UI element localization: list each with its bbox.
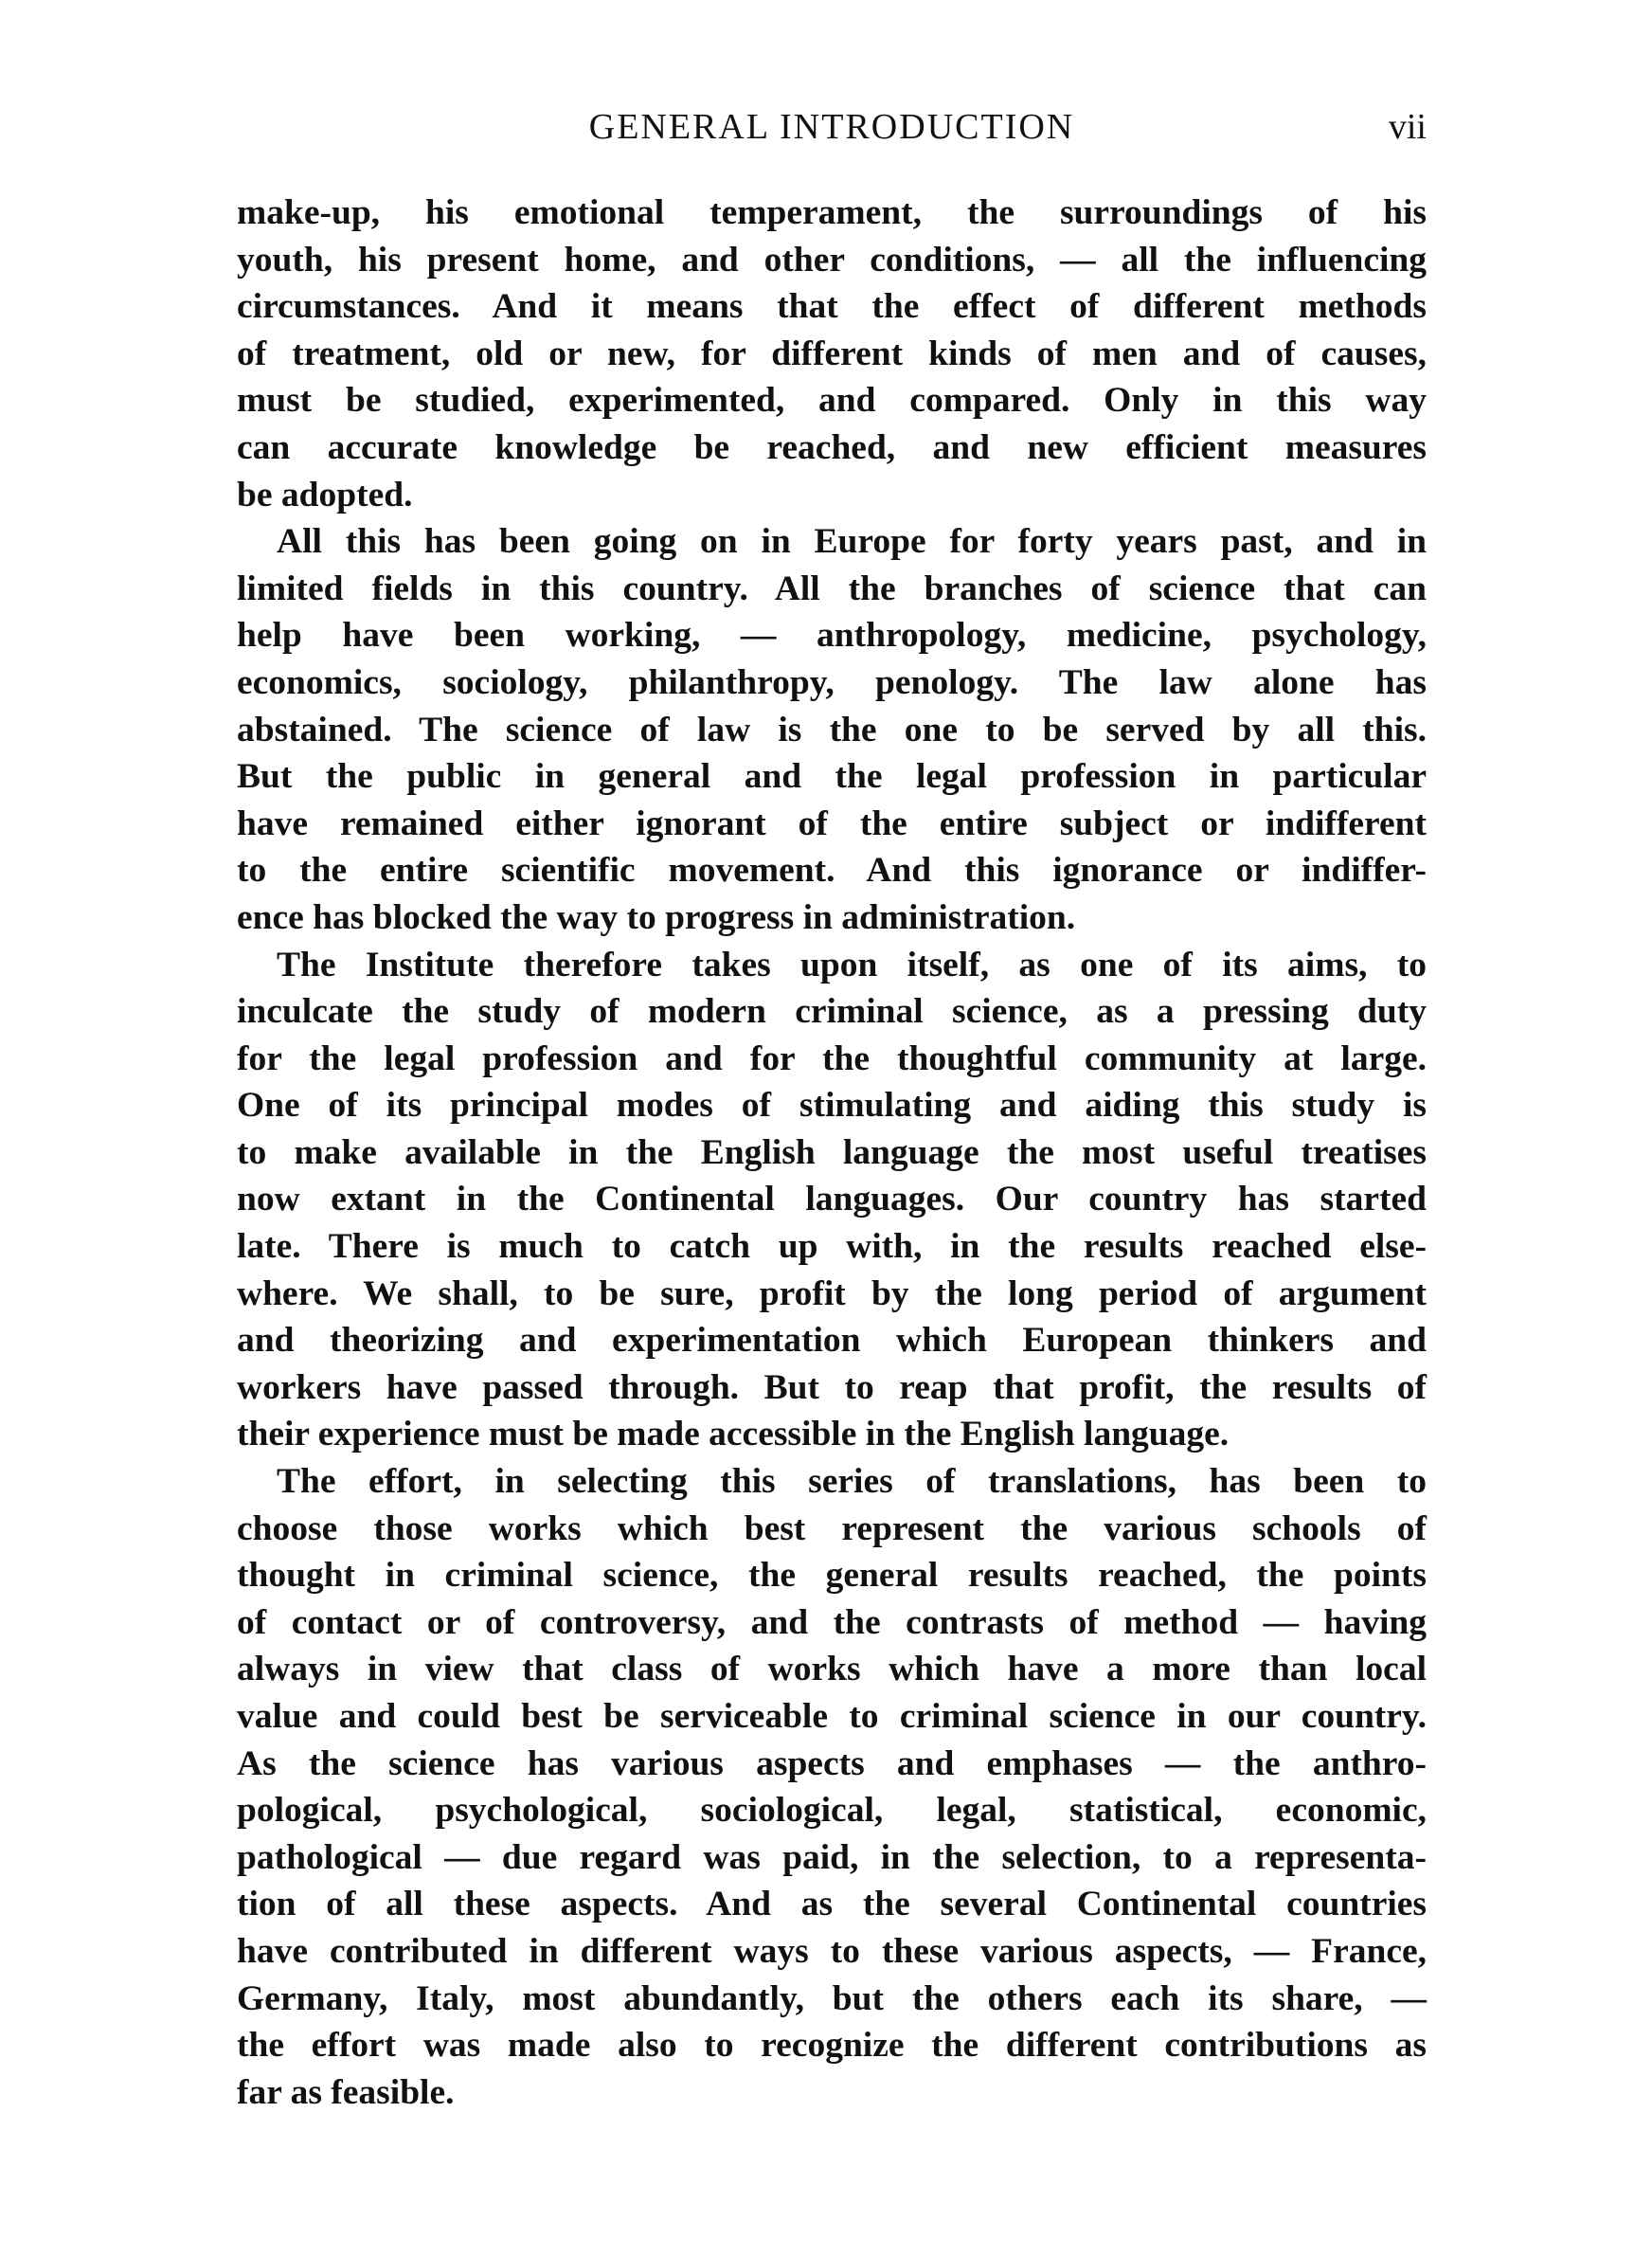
text-line: economics, sociology, philanthropy, penology. The law alone has bbox=[237, 662, 1427, 702]
paragraph bbox=[237, 518, 1427, 941]
paragraph bbox=[237, 190, 1427, 518]
text-line: The effort, in selecting this series of translations, has been to bbox=[277, 1462, 1427, 1502]
text-line: abstained. The science of law is the one to be served by all this. bbox=[237, 710, 1427, 749]
text-line: late. There is much to catch up with, in the results reached else- bbox=[237, 1227, 1427, 1267]
text-line: workers have passed through. But to reap that profit, the results of bbox=[237, 1367, 1427, 1407]
text-line: for the legal profession and for the thoughtful community at large. bbox=[237, 1038, 1427, 1078]
text-line: where. We shall, to be sure, profit by the long period of argument bbox=[237, 1273, 1427, 1313]
text-line: be adopted. bbox=[237, 475, 413, 515]
text-line: All this has been going on in Europe for forty years past, and in bbox=[277, 522, 1427, 562]
page-number: vii bbox=[1388, 107, 1427, 147]
text-line: can accurate knowledge be reached, and new efficient measures bbox=[237, 427, 1427, 467]
text-line: thought in criminal science, the general results reached, the points bbox=[237, 1556, 1427, 1596]
text-line: must be studied, experimented, and compared. Only in this way bbox=[237, 381, 1427, 421]
text-line: value and could best be serviceable to criminal science in our country. bbox=[237, 1697, 1427, 1736]
text-line: choose those works which best represent the various schools of bbox=[237, 1508, 1427, 1548]
text-line: But the public in general and the legal profession in particular bbox=[237, 757, 1427, 797]
text-line: Germany, Italy, most abundantly, but the others each its share, — bbox=[237, 1978, 1427, 2018]
text-line: The Institute therefore takes upon itself, as one of its aims, to bbox=[277, 945, 1427, 984]
paragraph bbox=[237, 942, 1427, 1459]
text-line: to make available in the English language the most useful treatises bbox=[237, 1132, 1427, 1172]
text-line: pological, psychological, sociological, legal, statistical, economic, bbox=[237, 1791, 1427, 1831]
text-line: pathological — due regard was paid, in the selection, to a representa- bbox=[237, 1837, 1427, 1877]
text-line: have contributed in different ways to these various aspects, — France, bbox=[237, 1931, 1427, 1971]
text-line: inculcate the study of modern criminal science, as a pressing duty bbox=[237, 992, 1427, 1032]
text-line: help have been working, — anthropology, medicine, psychology, bbox=[237, 616, 1427, 656]
text-line: One of its principal modes of stimulating and aiding this study is bbox=[237, 1086, 1427, 1126]
page-title: GENERAL INTRODUCTION bbox=[588, 107, 1075, 147]
running-head bbox=[237, 106, 1427, 163]
text-line: now extant in the Continental languages. Our country has started bbox=[237, 1180, 1427, 1219]
text-line: their experience must be made accessible in the English language. bbox=[237, 1415, 1230, 1454]
text-line: tion of all these aspects. And as the several Continental countries bbox=[237, 1885, 1427, 1924]
text-line: always in view that class of works which have a more than local bbox=[237, 1650, 1427, 1689]
text-line: and theorizing and experimentation which European thinkers and bbox=[237, 1321, 1427, 1361]
text-line: circumstances. And it means that the effect of different methods bbox=[237, 287, 1427, 327]
text-line: of treatment, old or new, for different kinds of men and of causes, bbox=[237, 334, 1427, 373]
text-line: of contact or of controversy, and the contrasts of method — having bbox=[237, 1602, 1427, 1642]
paragraph bbox=[237, 1458, 1427, 2116]
text-line: youth, his present home, and other conditions, — all the influencing bbox=[237, 240, 1427, 280]
text-line: ence has blocked the way to progress in administration. bbox=[237, 897, 1076, 937]
text-line: far as feasible. bbox=[237, 2072, 455, 2112]
body-text bbox=[237, 190, 1427, 2116]
text-line: to the entire scientific movement. And this ignorance or indiffer- bbox=[237, 851, 1427, 891]
text-line: have remained either ignorant of the entire subject or indifferent bbox=[237, 803, 1427, 843]
text-line: the effort was made also to recognize the different contributions as bbox=[237, 2026, 1427, 2066]
text-line: limited fields in this country. All the branches of science that can bbox=[237, 569, 1427, 608]
text-line: As the science has various aspects and emphases — the anthro- bbox=[237, 1743, 1427, 1783]
text-line: make-up, his emotional temperament, the surroundings of his bbox=[237, 193, 1427, 232]
